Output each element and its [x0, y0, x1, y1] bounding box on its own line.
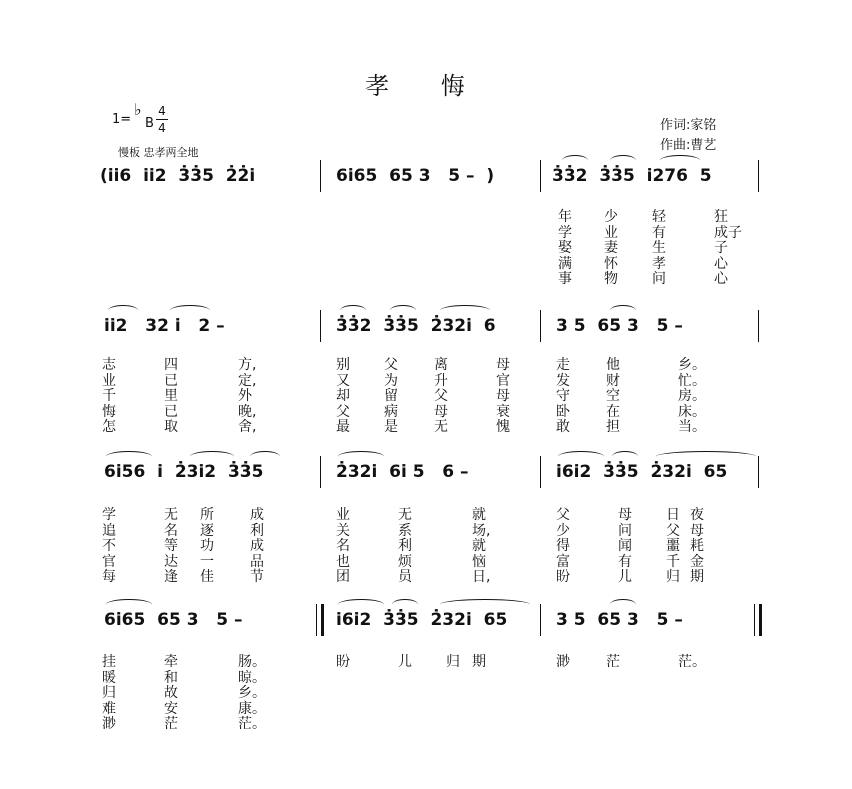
lyric-char: 问	[618, 522, 632, 539]
lyric-char: 已	[164, 372, 178, 389]
lyric-char: 系	[398, 522, 412, 539]
time-bar	[156, 119, 168, 120]
lyric-char: 业	[604, 224, 618, 241]
lyric-char: 茫	[606, 654, 620, 670]
lyric-char: 定,	[238, 372, 257, 389]
lyric-char: 外	[238, 388, 252, 404]
lyric-char: 每	[102, 569, 116, 585]
lyric-char: 不	[102, 538, 116, 554]
lyric-char: 关	[336, 522, 350, 539]
time-bottom: 4	[158, 121, 166, 135]
lyric-char: 期	[690, 569, 704, 585]
lyric-row	[100, 241, 760, 257]
lyric-char: 留	[384, 388, 398, 404]
slur	[440, 305, 490, 316]
lyric-row	[100, 686, 760, 702]
lyric-char: 心	[714, 255, 728, 272]
lyric-char: 名	[336, 538, 350, 554]
lyric-char: 离	[434, 357, 448, 373]
lyric-char: 和	[164, 669, 178, 686]
measure-notes: 6i̇65 65 3 5 – )	[336, 166, 495, 186]
lyric-char: 牵	[164, 654, 178, 670]
barline	[540, 310, 541, 342]
lyric-char: 等	[164, 538, 178, 554]
lyric-char: 耗	[690, 538, 704, 554]
lyric-char: 方,	[238, 357, 257, 373]
lyric-char: 品	[250, 553, 264, 570]
lyric-char: 四	[164, 357, 178, 373]
lyric-char: 得	[556, 538, 570, 554]
lyric-char: 忙。	[678, 372, 706, 389]
lyric-char: 最	[336, 419, 350, 435]
lyric-char: 娶	[558, 240, 572, 256]
lyric-row	[100, 570, 760, 586]
slur	[338, 599, 384, 610]
lyric-char: 是	[384, 419, 398, 435]
lyric-char: 舍,	[238, 419, 257, 435]
tempo-marking: 慢板 忠孝两全地	[118, 146, 199, 159]
lyric-char: 康。	[238, 700, 266, 717]
slur	[562, 155, 588, 166]
lyric-char: 肠。	[238, 654, 266, 670]
lyric-char: 日,	[472, 569, 491, 585]
score-line-3	[100, 462, 760, 488]
lyric-char: 儿	[398, 654, 412, 670]
lyric-char: 已	[164, 403, 178, 420]
lyric-char: 逢	[164, 569, 178, 585]
lyric-char: 取	[164, 419, 178, 435]
lyricist-credit: 作词:家铭	[660, 118, 717, 133]
slur	[440, 599, 530, 610]
slur	[106, 451, 152, 462]
lyric-char: 当。	[678, 419, 706, 435]
lyric-char: 轻	[652, 209, 666, 225]
lyric-char: 渺	[556, 654, 570, 670]
lyric-char: 母	[618, 507, 632, 523]
lyric-row	[100, 257, 760, 273]
measure-notes: 6i̇65 65 3 5 –	[104, 610, 243, 630]
lyric-row	[100, 358, 760, 374]
lyric-row	[100, 389, 760, 405]
lyric-char: 归	[666, 569, 680, 585]
lyric-char: 生	[652, 240, 666, 256]
measure-notes: i̇i̇2 32 i̇ 2 –	[104, 316, 225, 336]
lyric-row	[100, 702, 760, 718]
lyric-char: 敢	[556, 419, 570, 435]
lyric-char: 挂	[102, 654, 116, 670]
lyric-char: 发	[556, 372, 570, 389]
lyric-char: 妻	[604, 240, 618, 256]
lyric-char: 千	[666, 553, 680, 570]
slur	[610, 599, 636, 610]
lyric-row	[100, 655, 760, 671]
lyric-char: 孝	[652, 255, 666, 272]
lyric-char: 官	[102, 553, 116, 570]
lyric-char: 暖	[102, 669, 116, 686]
lyric-char: 成	[250, 507, 264, 523]
lyric-char: 节	[250, 569, 264, 585]
barline	[320, 310, 321, 342]
lyric-char: 少	[604, 209, 618, 225]
lyric-char: 盼	[336, 654, 350, 670]
lyric-char: 父	[434, 388, 448, 404]
lyric-char: 母	[690, 522, 704, 539]
lyric-char: 别	[336, 357, 350, 373]
repeat-barline	[316, 604, 317, 636]
slur	[340, 305, 366, 316]
lyric-char: 儿	[618, 569, 632, 585]
lyric-char: 却	[336, 388, 350, 404]
lyric-char: 乡。	[678, 357, 706, 373]
final-barline-thick	[759, 604, 762, 636]
measure-notes: 3 5 65 3 5 –	[556, 316, 683, 336]
lyrics-block-2	[100, 358, 760, 436]
measure-notes: 2̇32i̇ 6i̇ 5 6 –	[336, 462, 469, 482]
lyric-char: 也	[336, 553, 350, 570]
lyric-row	[100, 226, 760, 242]
slur	[656, 451, 756, 462]
lyric-char: 业	[336, 507, 350, 523]
slur	[108, 305, 138, 316]
lyric-char: 盼	[556, 569, 570, 585]
lyric-char: 期	[472, 654, 486, 670]
lyric-char: 员	[398, 569, 412, 585]
barline	[540, 456, 541, 488]
measure-notes: i̇6i̇2 3̇3̇5 2̇32i̇ 65	[556, 462, 728, 482]
lyrics-block-3	[100, 508, 760, 586]
final-barline	[754, 604, 755, 636]
lyric-char: 房。	[678, 388, 706, 404]
lyric-char: 狂	[714, 209, 728, 225]
lyric-char: 渺	[102, 716, 116, 732]
lyric-char: 佳	[200, 569, 214, 585]
lyric-row	[100, 405, 760, 421]
slur	[170, 305, 210, 316]
lyric-char: 在	[606, 403, 620, 420]
lyric-char: 归	[102, 685, 116, 701]
lyric-char: 为	[384, 372, 398, 389]
lyric-char: 所	[200, 507, 214, 523]
lyric-char: 茫。	[678, 654, 706, 670]
barline	[320, 456, 321, 488]
lyric-char: 夜	[690, 507, 704, 523]
slur	[190, 451, 234, 462]
lyric-char: 噩	[666, 538, 680, 554]
lyric-row	[100, 539, 760, 555]
slur	[612, 451, 638, 462]
lyric-char: 日	[666, 507, 680, 523]
lyric-char: 愧	[496, 419, 510, 435]
time-signature	[156, 104, 168, 135]
lyric-char: 有	[652, 224, 666, 241]
lyric-row	[100, 210, 760, 226]
lyric-char: 悔	[102, 403, 116, 420]
time-top: 4	[158, 104, 166, 118]
lyric-char: 父	[556, 507, 570, 523]
lyric-char: 母	[434, 403, 448, 420]
lyric-char: 故	[164, 685, 178, 701]
lyric-char: 闻	[618, 538, 632, 554]
lyric-char: 怀	[604, 255, 618, 272]
measure-notes: 6i̇56 i̇ 2̇3i̇2 3̇3̇5	[104, 462, 264, 482]
lyric-char: 衰	[496, 403, 510, 420]
barline	[540, 160, 541, 192]
slur	[390, 305, 416, 316]
lyric-char: 子	[714, 240, 728, 256]
composer-credit: 作曲:曹艺	[660, 138, 717, 153]
lyric-char: 又	[336, 372, 350, 389]
song-title: 孝 悔	[365, 72, 487, 100]
lyric-char: 烦	[398, 553, 412, 570]
lyric-char: 无	[434, 419, 448, 435]
lyric-char: 学	[102, 507, 116, 523]
measure-notes: (i̇i̇6 i̇i̇2 3̇3̇5 2̇2̇i̇	[100, 166, 256, 186]
lyric-row	[100, 374, 760, 390]
lyric-char: 里	[164, 388, 178, 404]
lyric-char: 床。	[678, 403, 706, 420]
repeat-barline-thick	[321, 604, 324, 636]
lyric-char: 归	[446, 654, 460, 670]
lyric-char: 空	[606, 388, 620, 404]
slur	[660, 155, 700, 166]
lyric-char: 茫。	[238, 716, 266, 732]
lyric-row	[100, 524, 760, 540]
lyric-row	[100, 272, 760, 288]
barline	[758, 160, 759, 192]
lyric-char: 事	[558, 271, 572, 287]
lyric-char: 功	[200, 538, 214, 554]
lyric-char: 志	[102, 357, 116, 373]
lyric-char: 官	[496, 372, 510, 389]
lyric-char: 无	[164, 507, 178, 523]
slur	[106, 599, 152, 610]
lyric-char: 学	[558, 224, 572, 241]
lyric-char: 晚,	[238, 403, 257, 420]
lyric-char: 达	[164, 553, 178, 570]
lyric-char: 满	[558, 255, 572, 272]
lyric-char: 名	[164, 522, 178, 539]
lyric-char: 团	[336, 569, 350, 585]
barline	[540, 604, 541, 636]
lyric-char: 成	[250, 538, 264, 554]
lyric-char: 追	[102, 522, 116, 539]
lyric-char: 问	[652, 271, 666, 287]
lyric-char: 场,	[472, 522, 491, 539]
lyric-row	[100, 508, 760, 524]
slur	[610, 155, 636, 166]
lyric-char: 一	[200, 553, 214, 570]
lyric-char: 乡。	[238, 685, 266, 701]
score-line-4	[100, 610, 760, 636]
lyric-char: 就	[472, 538, 486, 554]
barline	[320, 160, 321, 192]
lyric-char: 母	[496, 388, 510, 404]
lyric-char: 难	[102, 700, 116, 717]
lyric-char: 成子	[714, 224, 742, 241]
lyric-char: 安	[164, 700, 178, 717]
lyric-char: 走	[556, 357, 570, 373]
lyric-char: 利	[250, 522, 264, 539]
lyric-char: 担	[606, 419, 620, 435]
lyric-char: 逐	[200, 522, 214, 539]
slur	[250, 451, 280, 462]
lyric-row	[100, 671, 760, 687]
lyric-char: 就	[472, 507, 486, 523]
lyric-char: 少	[556, 522, 570, 539]
lyric-char: 心	[714, 271, 728, 287]
lyric-char: 恼	[472, 553, 486, 570]
lyric-char: 无	[398, 507, 412, 523]
lyric-char: 年	[558, 209, 572, 225]
score-line-1	[100, 166, 760, 192]
lyric-row	[100, 717, 760, 733]
lyrics-block-4	[100, 655, 760, 733]
lyric-char: 卧	[556, 403, 570, 420]
lyric-char: 业	[102, 372, 116, 389]
slur	[558, 451, 604, 462]
barline	[758, 310, 759, 342]
lyric-char: 物	[604, 271, 618, 287]
key-prefix: 1=	[112, 112, 132, 127]
lyric-char: 父	[666, 522, 680, 539]
lyric-char: 富	[556, 553, 570, 570]
lyric-char: 父	[384, 357, 398, 373]
slur	[392, 599, 418, 610]
lyric-char: 父	[336, 403, 350, 420]
lyric-char: 利	[398, 538, 412, 554]
lyric-char: 升	[434, 372, 448, 389]
measure-notes: i̇6i̇2 3̇3̇5 2̇32i̇ 65	[336, 610, 508, 630]
measure-notes: 3 5 65 3 5 –	[556, 610, 683, 630]
lyric-char: 金	[690, 553, 704, 570]
lyric-char: 他	[606, 357, 620, 373]
key-note: B	[145, 116, 154, 131]
lyric-char: 晾。	[238, 669, 266, 686]
score-line-2	[100, 316, 760, 342]
flat-sign: ♭	[134, 100, 142, 119]
lyric-char: 有	[618, 553, 632, 570]
measure-notes: 3̇3̇2 3̇3̇5 2̇32i̇ 6	[336, 316, 496, 336]
slur	[338, 451, 384, 462]
lyric-char: 茫	[164, 716, 178, 732]
lyric-char: 财	[606, 372, 620, 389]
measure-notes: 3̇3̇2 3̇3̇5 i̇276 5	[552, 166, 712, 186]
lyric-char: 母	[496, 357, 510, 373]
barline	[758, 456, 759, 488]
lyric-char: 病	[384, 403, 398, 420]
lyric-row	[100, 555, 760, 571]
slur	[610, 305, 636, 316]
lyric-row	[100, 420, 760, 436]
lyric-char: 守	[556, 388, 570, 404]
lyric-char: 怎	[102, 419, 116, 435]
lyrics-block-1	[100, 210, 760, 288]
lyric-char: 千	[102, 388, 116, 404]
